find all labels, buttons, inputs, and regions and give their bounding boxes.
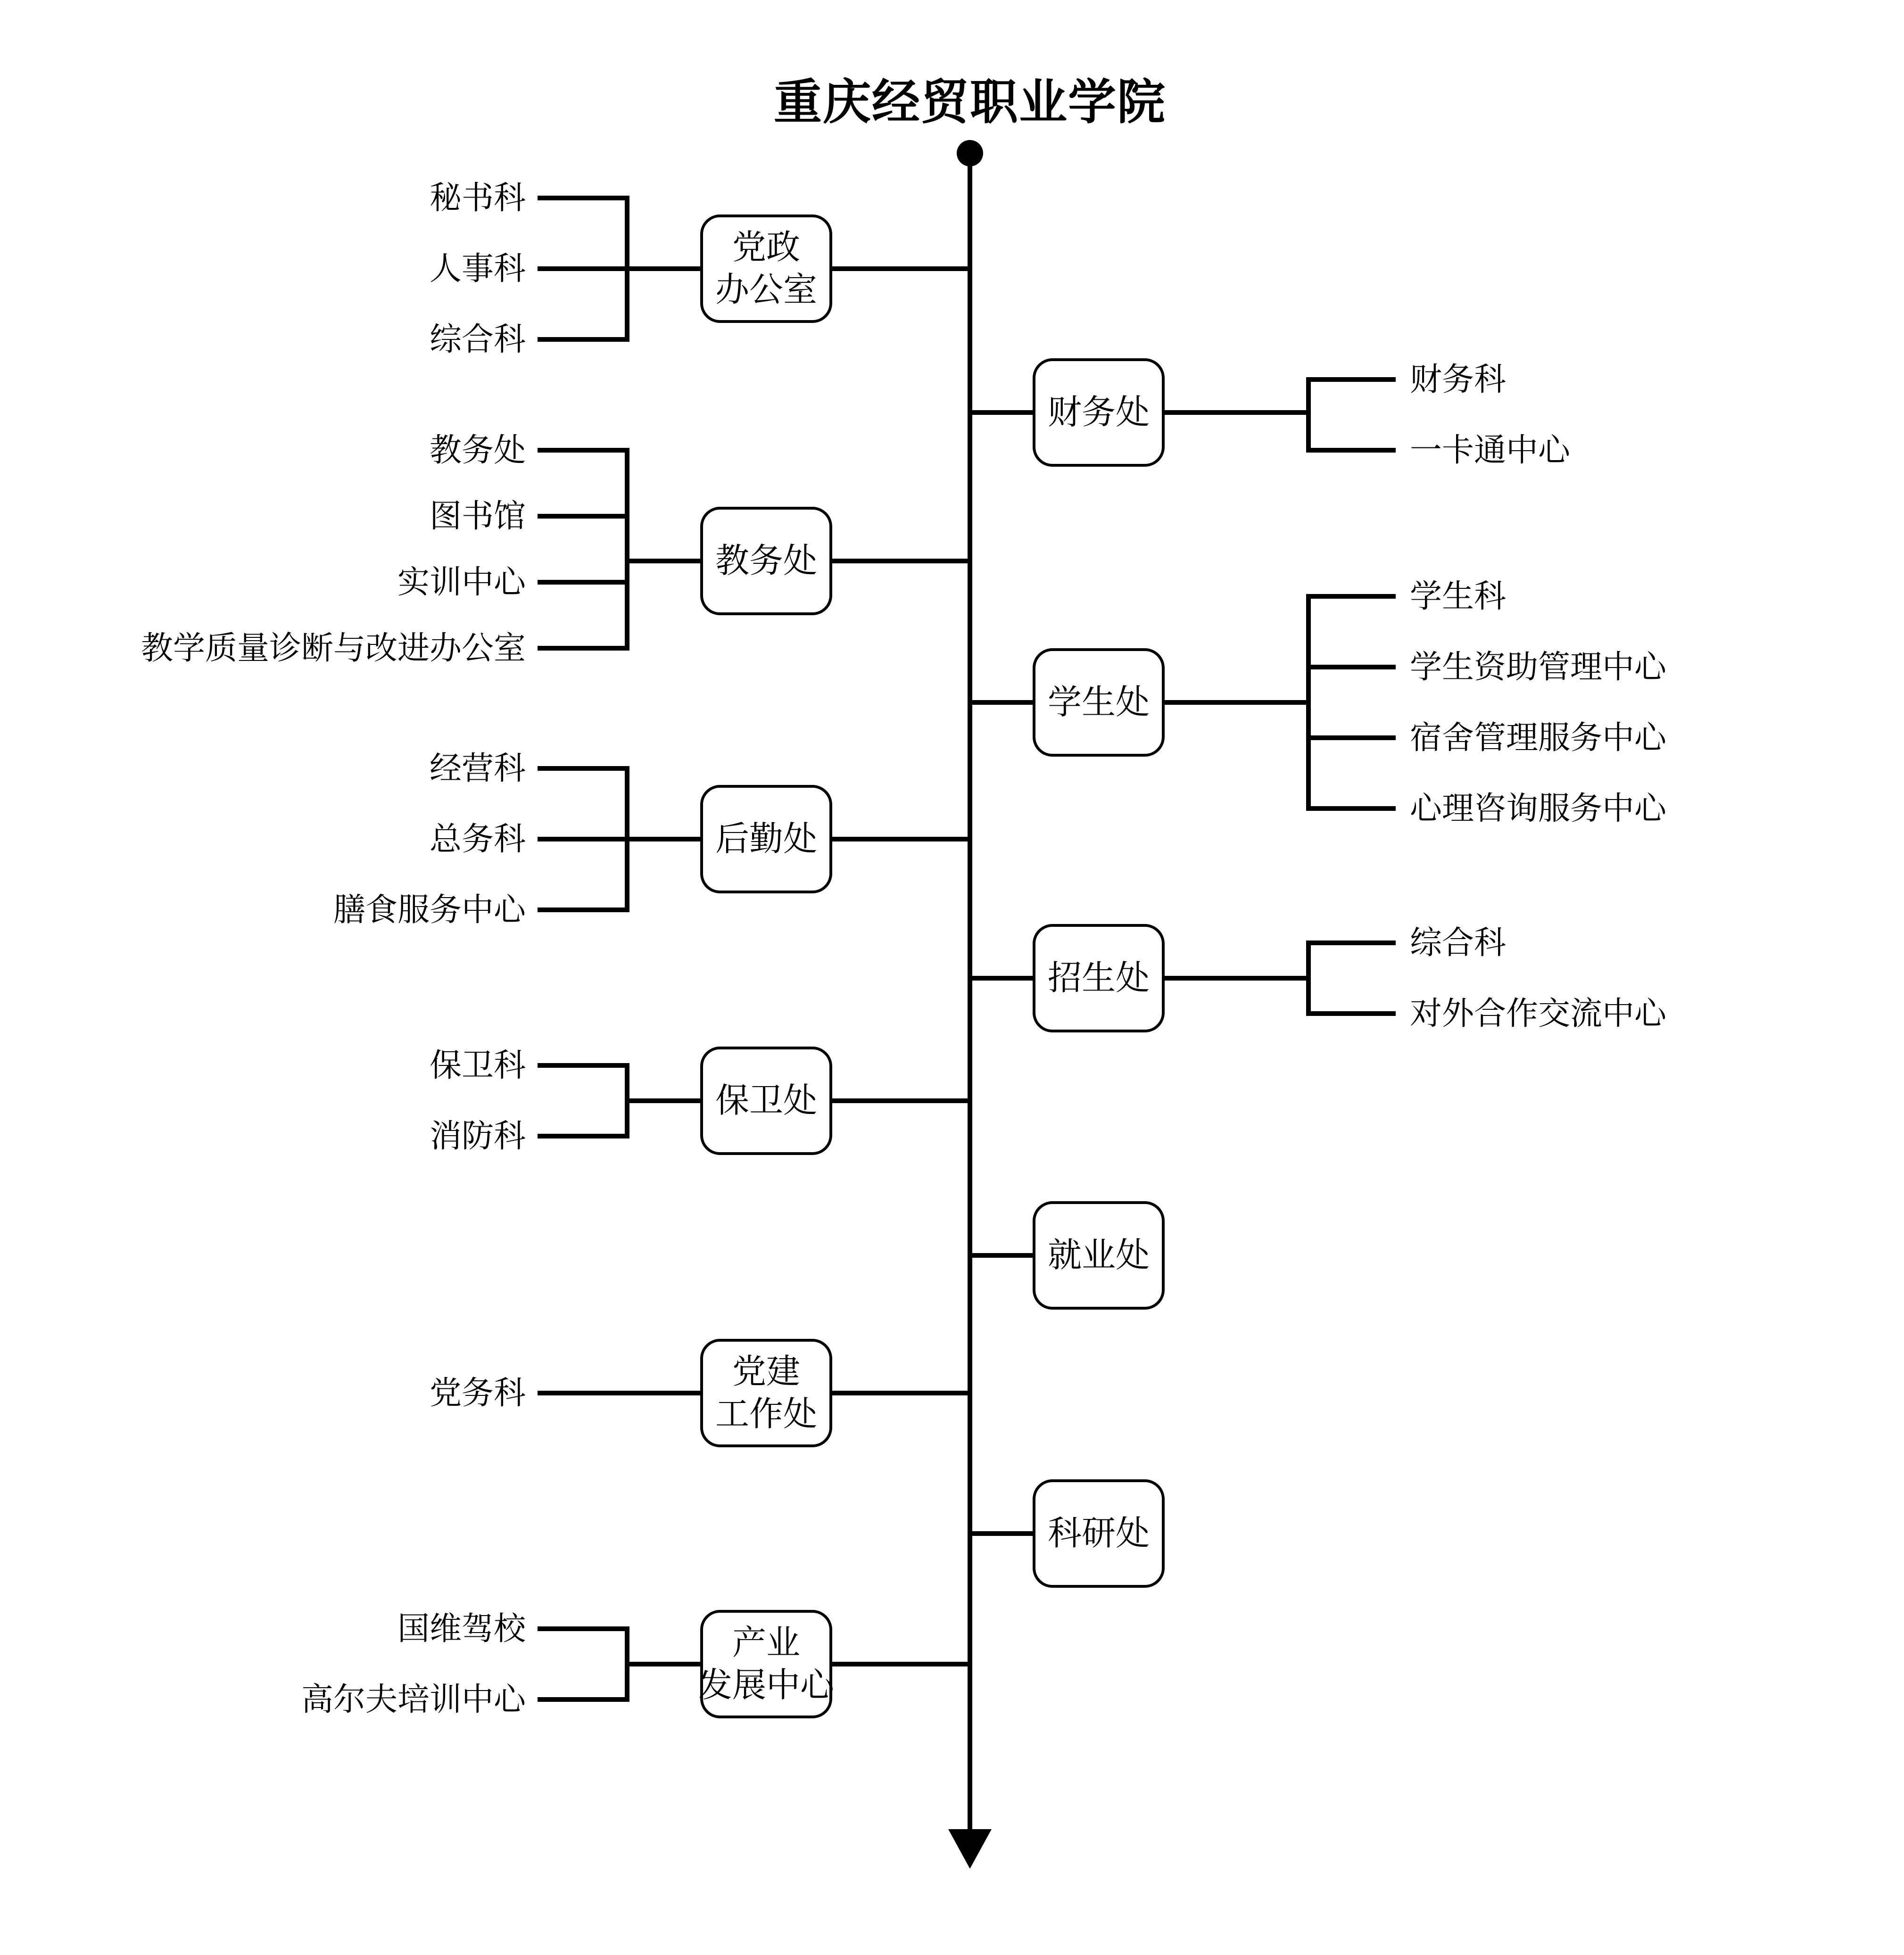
connector-line <box>832 1391 970 1395</box>
connector-line <box>538 448 629 453</box>
leaf-label: 一卡通中心 <box>1410 432 1571 468</box>
connector-line <box>1306 377 1396 382</box>
leaf-label: 学生科 <box>1410 578 1507 614</box>
leaf-label: 消防科 <box>429 1118 526 1154</box>
spine-line <box>968 153 972 1831</box>
leaf-label: 图书馆 <box>429 498 526 534</box>
connector-line <box>538 837 629 841</box>
connector-line <box>538 766 629 771</box>
node-student-affairs: 学生处 <box>1033 648 1165 757</box>
connector-line <box>538 1697 629 1702</box>
leaf-label: 党务科 <box>429 1375 526 1411</box>
leaf-label: 膳食服务中心 <box>333 892 526 928</box>
connector-line <box>1306 1011 1396 1016</box>
connector-line <box>1165 410 1311 415</box>
connector-line <box>1306 594 1396 599</box>
connector-line <box>538 1063 629 1068</box>
bracket-line <box>1306 377 1311 453</box>
connector-line <box>970 410 1033 415</box>
connector-line <box>970 1531 1033 1536</box>
connector-line <box>625 559 700 563</box>
node-admissions: 招生处 <box>1033 924 1165 1032</box>
connector-line <box>538 646 629 651</box>
leaf-label: 保卫科 <box>429 1048 526 1083</box>
bracket-line <box>1306 594 1311 811</box>
connector-line <box>970 700 1033 705</box>
connector-line <box>832 266 970 271</box>
leaf-label: 心理咨询服务中心 <box>1410 791 1667 826</box>
connector-line <box>538 1134 629 1138</box>
connector-line <box>538 337 629 342</box>
node-finance: 财务处 <box>1033 358 1165 467</box>
bracket-line <box>625 448 629 651</box>
leaf-label: 综合科 <box>429 322 526 357</box>
leaf-label: 对外合作交流中心 <box>1410 996 1667 1031</box>
leaf-label: 经营科 <box>429 751 526 786</box>
arrow-down-icon <box>948 1829 992 1869</box>
leaf-label: 实训中心 <box>397 564 526 600</box>
connector-line <box>625 266 700 271</box>
leaf-label: 高尔夫培训中心 <box>301 1682 526 1717</box>
connector-line <box>538 196 629 200</box>
connector-line <box>1306 665 1396 669</box>
connector-line <box>1306 735 1396 740</box>
leaf-label: 人事科 <box>429 251 526 287</box>
connector-line <box>538 580 629 585</box>
connector-line <box>832 1662 970 1666</box>
node-party-building-office: 党建 工作处 <box>700 1339 832 1447</box>
connector-line <box>1306 448 1396 453</box>
node-security: 保卫处 <box>700 1047 832 1155</box>
connector-line <box>832 1098 970 1103</box>
page-title: 重庆经贸职业学院 <box>774 75 1166 129</box>
connector-line <box>538 907 629 912</box>
leaf-label: 秘书科 <box>429 180 526 216</box>
connector-line <box>538 514 629 519</box>
connector-line <box>1306 940 1396 945</box>
node-party-government-office: 党政 办公室 <box>700 214 832 323</box>
node-research: 科研处 <box>1033 1479 1165 1588</box>
connector-line <box>970 1253 1033 1258</box>
connector-line <box>832 559 970 563</box>
connector-line <box>625 1098 700 1103</box>
leaf-label: 综合科 <box>1410 925 1507 961</box>
connector-line <box>538 1626 629 1631</box>
connector-line <box>1306 806 1396 811</box>
node-academic-affairs: 教务处 <box>700 507 832 615</box>
connector-line <box>538 266 629 271</box>
leaf-label: 学生资助管理中心 <box>1410 649 1667 685</box>
node-industry-development-center: 产业 发展中心 <box>700 1610 832 1718</box>
connector-line <box>1165 700 1311 705</box>
leaf-label: 教务处 <box>429 432 526 468</box>
connector-line <box>1165 976 1311 981</box>
node-logistics: 后勤处 <box>700 785 832 893</box>
node-employment: 就业处 <box>1033 1201 1165 1310</box>
leaf-label: 教学质量诊断与改进办公室 <box>141 630 526 666</box>
connector-line <box>970 976 1033 981</box>
leaf-label: 总务科 <box>429 821 526 857</box>
connector-line <box>625 1662 700 1666</box>
leaf-label: 宿舍管理服务中心 <box>1410 720 1667 756</box>
connector-line <box>538 1391 700 1395</box>
leaf-label: 财务科 <box>1410 362 1507 397</box>
bracket-line <box>1306 940 1311 1016</box>
connector-line <box>832 837 970 841</box>
connector-line <box>625 837 700 841</box>
leaf-label: 国维驾校 <box>397 1611 526 1647</box>
